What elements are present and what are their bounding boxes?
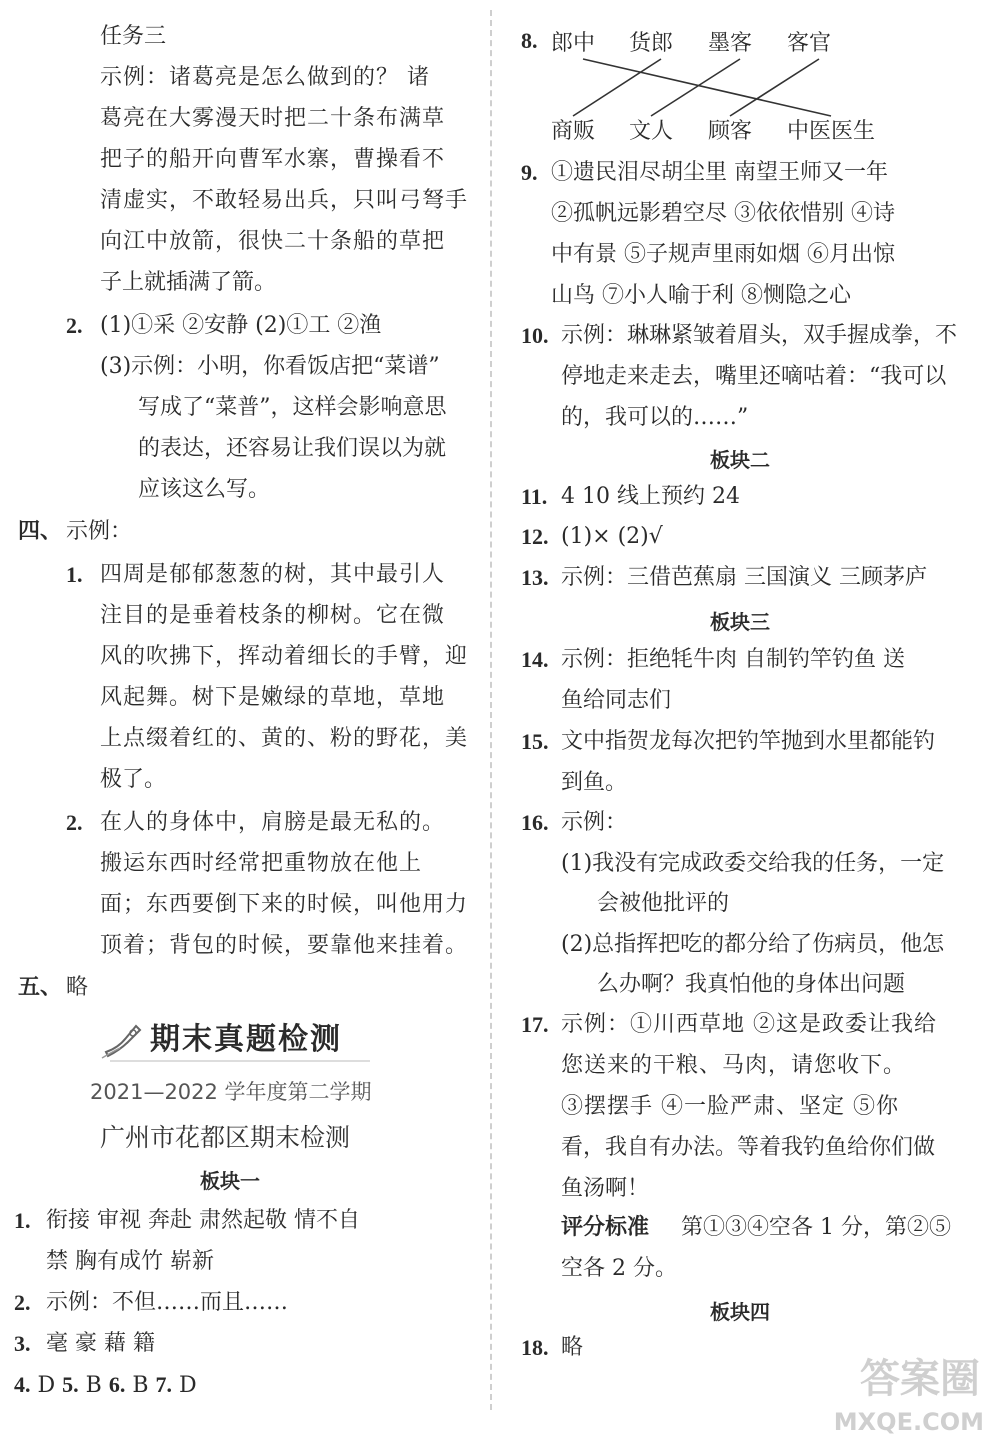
- s4q2-line: 在人的身体中，肩膀是最无私的。: [100, 810, 446, 835]
- score-line: 第①③④空各 1 分，第②⑤: [681, 1215, 951, 1240]
- question-number: 14.: [521, 647, 549, 672]
- match-bottom-word: 顾客: [708, 119, 753, 144]
- rocket-icon: [100, 1018, 150, 1060]
- q16-line: 会被他批评的: [597, 891, 730, 916]
- question-number: 13.: [521, 565, 549, 590]
- task3-line: 把子的船开向曹军水寨，曹操看不: [100, 147, 446, 172]
- match-bottom-word: 文人: [629, 119, 674, 144]
- match-top-word: 货郎: [629, 31, 674, 56]
- task3-heading: 任务三: [100, 24, 167, 49]
- q1-line: 禁 胸有成竹 崭新: [46, 1249, 214, 1274]
- score-line: 空各 2 分。: [561, 1256, 677, 1281]
- section-text: 示例：: [66, 519, 133, 544]
- s4q1-line: 极了。: [100, 767, 167, 792]
- question-number: 8.: [521, 28, 538, 53]
- q12-text: (1)× (2)√: [561, 524, 663, 549]
- q17-line: 看，我自有办法。等着我钓鱼给你们做: [561, 1135, 936, 1160]
- q2-line: 写成了“菜普”，这样会影响意思: [138, 395, 447, 420]
- question-number: 1.: [66, 562, 83, 587]
- q17-line: ③摆摆手 ④一脸严肃、坚定 ⑤你: [561, 1094, 899, 1119]
- section-text: 略: [66, 975, 89, 1000]
- s4q1-line: 注目的是垂着枝条的柳树。它在微: [100, 603, 446, 628]
- q14-line: 鱼给同志们: [561, 688, 672, 713]
- question-number: 18.: [521, 1335, 549, 1360]
- q17-line: 示例：①川西草地 ②这是政委让我给: [561, 1012, 937, 1037]
- match-top-word: 墨客: [708, 31, 753, 56]
- q16-line: (2)总指挥把吃的都分给了伤病员，他怎: [561, 932, 945, 957]
- q10-line: 停地走来走去，嘴里还嘀咕着：“我可以: [561, 364, 947, 389]
- task3-line: 子上就插满了箭。: [100, 270, 277, 295]
- task3-line: 葛亮在大雾漫天时把二十条布满草: [100, 106, 446, 131]
- task3-line: 示例：诸葛亮是怎么做到的？ 诸: [100, 65, 430, 90]
- question-number: 2.: [66, 313, 83, 338]
- question-number: 6.: [108, 1372, 126, 1397]
- q15-line: 到鱼。: [561, 770, 628, 795]
- s4q1-line: 风的吹拂下，挥动着细长的手臂，迎: [100, 644, 469, 669]
- q16-line: (1)我没有完成政委交给我的任务，一定: [561, 851, 945, 876]
- q9-line: 山鸟 ⑦小人喻于利 ⑧恻隐之心: [551, 283, 851, 308]
- s4q2-line: 面；东西要倒下来的时候，叫他用力: [100, 892, 469, 917]
- q14-line: 示例：拒绝牦牛肉 自制钓竿钓鱼 送: [561, 647, 905, 672]
- q9-line: ①遗民泪尽胡尘里 南望王师又一年: [551, 160, 888, 185]
- watermark-logo: 答案圈: [860, 1356, 980, 1402]
- q9-line: ②孤帆远影碧空尽 ③依依惜别 ④诗: [551, 201, 895, 226]
- task3-line: 清虚实，不敢轻易出兵，只叫弓弩手: [100, 188, 469, 213]
- q7-answer: D: [178, 1373, 197, 1398]
- q3-text: 毫 豪 藉 籍: [46, 1331, 155, 1356]
- task3-line: 向江中放箭，很快二十条船的草把: [100, 229, 446, 254]
- watermark-url: MXQE.COM: [833, 1408, 984, 1436]
- match-line: [730, 59, 819, 116]
- q5-answer: B: [85, 1373, 109, 1398]
- q2-line: (1)①采 ②安静 (2)①工 ②渔: [100, 313, 382, 338]
- question-number: 10.: [521, 323, 549, 348]
- q18-text: 略: [561, 1335, 584, 1360]
- q6-answer: B: [132, 1373, 156, 1398]
- q13-text: 示例：三借芭蕉扇 三国演义 三顾茅庐: [561, 565, 927, 590]
- question-number: 5.: [62, 1372, 79, 1397]
- question-number: 12.: [521, 524, 549, 549]
- match-line: [651, 59, 740, 116]
- question-number: 2.: [66, 810, 83, 835]
- s4q2-line: 顶着；背包的时候，要靠他来挂着。: [100, 933, 469, 958]
- question-number: 1.: [14, 1208, 31, 1233]
- question-number: 15.: [521, 729, 549, 754]
- column-divider: [490, 10, 492, 1410]
- exam-city: 广州市花都区期末检测: [100, 1123, 351, 1152]
- q4-answer: D: [37, 1373, 63, 1398]
- q17-line: 您送来的干粮、马肉，请您收下。: [561, 1053, 907, 1078]
- match-bottom-word: 商贩: [551, 119, 596, 144]
- exam-title: 期末真题检测: [150, 1022, 342, 1057]
- section-label: 四、: [18, 519, 63, 544]
- q10-line: 的，我可以的……”: [561, 405, 749, 430]
- title-underline: [110, 1060, 370, 1062]
- block-heading: 板块一: [200, 1169, 260, 1193]
- block-heading: 板块三: [710, 610, 770, 634]
- question-number: 4.: [14, 1372, 31, 1397]
- question-number: 11.: [521, 484, 548, 509]
- q16-line: 么办啊？我真怕他的身体出问题: [597, 972, 906, 997]
- q1-line: 衔接 审视 奔赴 肃然起敬 情不自: [46, 1208, 360, 1233]
- q2b-text: 示例：不但……而且……: [46, 1290, 289, 1315]
- question-number: 2.: [14, 1290, 31, 1315]
- section-label: 五、: [18, 975, 63, 1000]
- question-number: 7.: [155, 1372, 172, 1397]
- block-heading: 板块四: [710, 1300, 770, 1324]
- exam-year: 2021—2022 学年度第二学期: [90, 1080, 372, 1104]
- q11-text: 4 10 线上预约 24: [561, 484, 740, 509]
- question-number: 17.: [521, 1012, 549, 1037]
- match-top-word: 郎中: [551, 31, 596, 56]
- question-number: 9.: [521, 160, 538, 185]
- q2-line: (3)示例：小明，你看饭店把“菜谱”: [100, 354, 440, 379]
- q16-intro: 示例：: [561, 810, 628, 835]
- score-label: 评分标准: [561, 1215, 650, 1240]
- match-top-word: 客官: [787, 31, 832, 56]
- q4-line: [14, 1370, 197, 1401]
- q2-line: 的表达，还容易让我们误以为就: [138, 436, 447, 461]
- match-line: [583, 59, 831, 116]
- question-number: 16.: [521, 810, 549, 835]
- block-heading: 板块二: [710, 448, 770, 472]
- q15-line: 文中指贺龙每次把钓竿抛到水里都能钓: [561, 729, 936, 754]
- match-bottom-word: 中医医生: [787, 119, 876, 144]
- q9-line: 中有景 ⑤子规声里雨如烟 ⑥月出惊: [551, 242, 895, 267]
- s4q1-line: 风起舞。树下是嫩绿的草地，草地: [100, 685, 446, 710]
- q2-line: 应该这么写。: [138, 477, 271, 502]
- s4q2-line: 搬运东西时经常把重物放在他上: [100, 851, 423, 876]
- q10-line: 示例：琳琳紧皱着眉头，双手握成拳，不: [561, 323, 958, 348]
- s4q1-line: 四周是郁郁葱葱的树，其中最引人: [100, 562, 446, 587]
- q17-line: 鱼汤啊！: [561, 1176, 650, 1201]
- question-number: 3.: [14, 1331, 31, 1356]
- s4q1-line: 上点缀着红的、黄的、粉的野花，美: [100, 726, 469, 751]
